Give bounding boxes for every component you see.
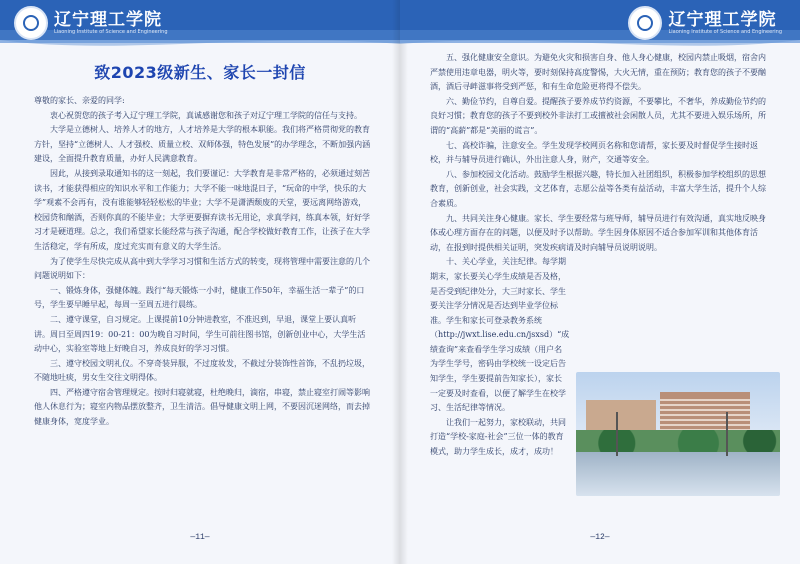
- paragraph: 大学是立德树人、培养人才的地方，人才培养是大学的根本职能。我们将严格贯彻党的教育方针，坚持“立德树人、人才强校、质量立校、双师体强，特色发展”的办学理念，不断加强内涵建设，全面提升教育质量，办好人民满意教育。: [34, 125, 371, 164]
- logo-english-name: Liaoning Institute of Science and Engineering: [668, 28, 782, 35]
- school-logo: [14, 6, 168, 40]
- paragraph: 衷心祝贺您的孩子考入辽宁理工学院，真诚感谢您和孩子对辽宁理工学院的信任与支持。: [50, 110, 362, 120]
- left-body: [34, 94, 372, 430]
- paragraph: 十、关心学业，关注纪律。每学期期末，家长要关心学生成绩是否及格，是否受到纪律处分，大三时家长、学生要关注学分情况是否达到毕业学位标准。学生和家长可登录教务系统（http://jwxt.lise.edu.cn/jsxsd）“成绩查询”来查看学生学习成绩（用户名为学生学号，密码由学校统一设定后告知学生，学生要提前告知家长），家长一定要及时查看，以便了解学生在校学习、生活纪律等情况。: [430, 257, 570, 413]
- school-logo: [628, 6, 782, 40]
- paragraph: 让我们一起努力，家校联动，共同打造“学校-家庭-社会”三位一体的教育模式，助力学生成长，成才，成功！: [430, 417, 566, 457]
- right-page: [400, 0, 800, 564]
- logo-english-name: Liaoning Institute of Science and Engineering: [54, 28, 168, 35]
- paragraph: 九、共同关注身心健康。家长、学生要经常与班导师，辅导员进行有效沟通，真实地反映身体或心理方面存在的问题，以便及时予以帮助。学生因身体原因不适合参加军训和其他体育活动，在报到时提供相关证明，突发疾病请及时向辅导员说明说明。: [430, 213, 766, 252]
- paragraph: 六、勤俭节约，自尊自爱。提醒孩子要养成节约资源，不要攀比，不奢华，养成勤俭节约的良好习惯；教育您的孩子不要到校外非法打工或擅被社会闲散人员，尤其不要进入娱乐场所，所谓的“高薪”都是“美丽的谎言”。: [430, 96, 766, 135]
- page-number-left: —11—: [190, 533, 210, 542]
- paragraph: 八、参加校园文化活动。鼓励学生根据兴趣，特长加入社团组织，积极参加学校组织的思想教育，创新创业，社会实践，文艺体育，志愿公益等各类有益活动，丰富大学生活，提升个人综合素质。: [430, 169, 766, 208]
- paragraph: 七、高校诈骗，注意安全。学生发现学校网页名称和您请帮，家长要及时督促学生接时返校，并与辅导员进行确认，外出注意人身，财产，交通等安全。: [430, 140, 758, 165]
- paragraph: 三、遵守校园文明礼仪。不穿奇装异服，不过度妆发，不截过分装饰性首饰，不乱扔垃圾，不随地吐痰，男女生交往文明得体。: [34, 358, 370, 383]
- paragraph: 二、遵守课堂，自习规定。上课提前10分钟进教室，不准迟到，早退，课堂上要认真听讲。周日至周四19：00-21：00为晚自习时间，学生可前往图书馆，创新创业中心，大学生活动中心，实验室等地上好晚自习，养成良好的学习习惯。: [34, 314, 366, 354]
- greeting: 尊敬的家长、亲爱的同学:: [34, 96, 125, 105]
- logo-chinese-name: 辽宁理工学院: [54, 9, 162, 30]
- paragraph: 一、锻炼身体，强健体魄。践行“每天锻炼一小时，健康工作50年，幸福生活一辈子”的口号，学生要早睡早起，每周一至周五进行晨练。: [34, 285, 365, 310]
- paragraph: 因此，从接到录取通知书的这一刻起，我们要谨记：大学教育是非常严格的，必须通过刻苦读书，才能获得相应的知识水平和工作能力；大学不能一味地混日子，“玩命的中学，快乐的大学”观素不会再有，没有谁能够轻轻松松的毕业；大学不是潇洒颓废的天堂，要远离网络游戏，校园贷和酗酒，否则你真的不能毕业；大学更要摒弃读书无用论，求真学问，练真本领，好好学习才是硬道理。总之，我们希望家长能经常与孩子沟通，配合学校做好教育工作，让孩子在大学生活稳定，学有所成，度过充实而有意义的大学生活。: [34, 168, 370, 251]
- paragraph: 为了使学生尽快完成从高中到大学学习习惯和生活方式的转变，现将管理中需要注意的几个问题说明如下：: [34, 256, 370, 281]
- paragraph: 五、强化健康安全意识。为避免火灾和损害自身、他人身心健康，校园内禁止吸烟，宿舍内严禁使用违章电器，明火等，要时刻保持高度警惕，大火无情，重在预防；教育您的孩子不要酗酒，酒后寻衅滋事将受到严惩，和有生命危险更将得不偿失。: [430, 53, 766, 92]
- paragraph: 四、严格遵守宿舍管理规定。按时归寝就寝，杜绝晚归，滴宿，串寝，禁止寝室打闹等影响他人休息行为；寝室内物品摆放整齐，卫生清洁。倡导健康文明上网，不要因沉迷网络，而去掉健康身体，宽度学业。: [34, 387, 370, 427]
- campus-photo: [576, 372, 780, 496]
- school-emblem-icon: [628, 6, 662, 40]
- school-emblem-icon: [14, 6, 48, 40]
- logo-chinese-name: 辽宁理工学院: [668, 9, 777, 30]
- letter-title: 致2023级新生、家长一封信: [94, 63, 306, 82]
- page-number-right: —12—: [590, 533, 610, 542]
